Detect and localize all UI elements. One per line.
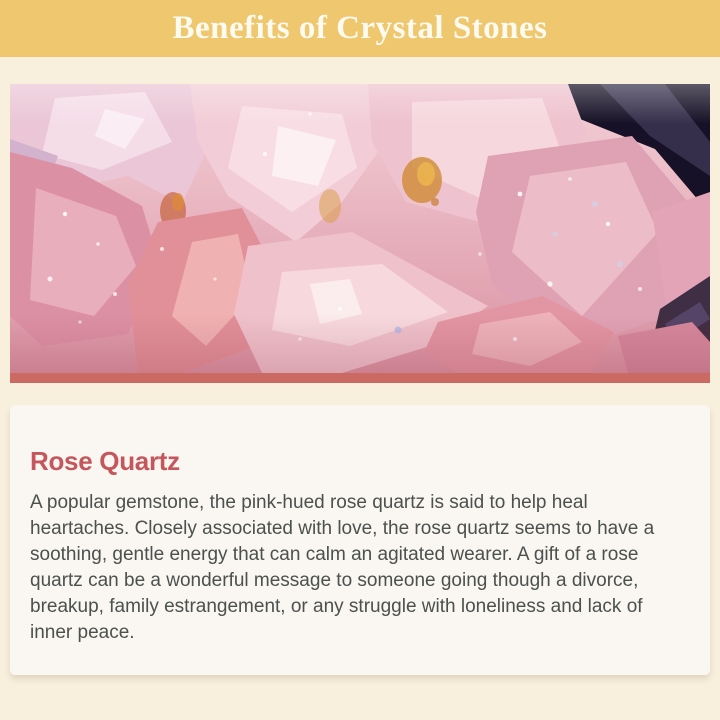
paragraph-line: inner peace. xyxy=(30,622,135,643)
paragraph-line: soothing, gentle energy that can calm an agitated wearer. A gift of a rose xyxy=(30,544,639,565)
card-title: Rose Quartz xyxy=(30,446,180,476)
page-title: Benefits of Crystal Stones xyxy=(172,10,548,46)
info-card xyxy=(10,405,710,675)
coral-divider-bar xyxy=(10,373,710,383)
paragraph-line: quartz can be a wonderful message to someone going though a divorce, xyxy=(30,570,639,591)
rose-quartz-photo-art xyxy=(10,84,710,373)
card-paragraph xyxy=(30,490,690,646)
header-banner xyxy=(0,0,720,57)
paragraph-line: breakup, family estrangement, or any struggle with loneliness and lack of xyxy=(30,596,643,617)
paragraph-line: heartaches. Closely associated with love, the rose quartz seems to have a xyxy=(30,518,655,539)
rose-quartz-photo xyxy=(10,84,710,373)
paragraph-line: A popular gemstone, the pink-hued rose quartz is said to help heal xyxy=(30,492,588,513)
